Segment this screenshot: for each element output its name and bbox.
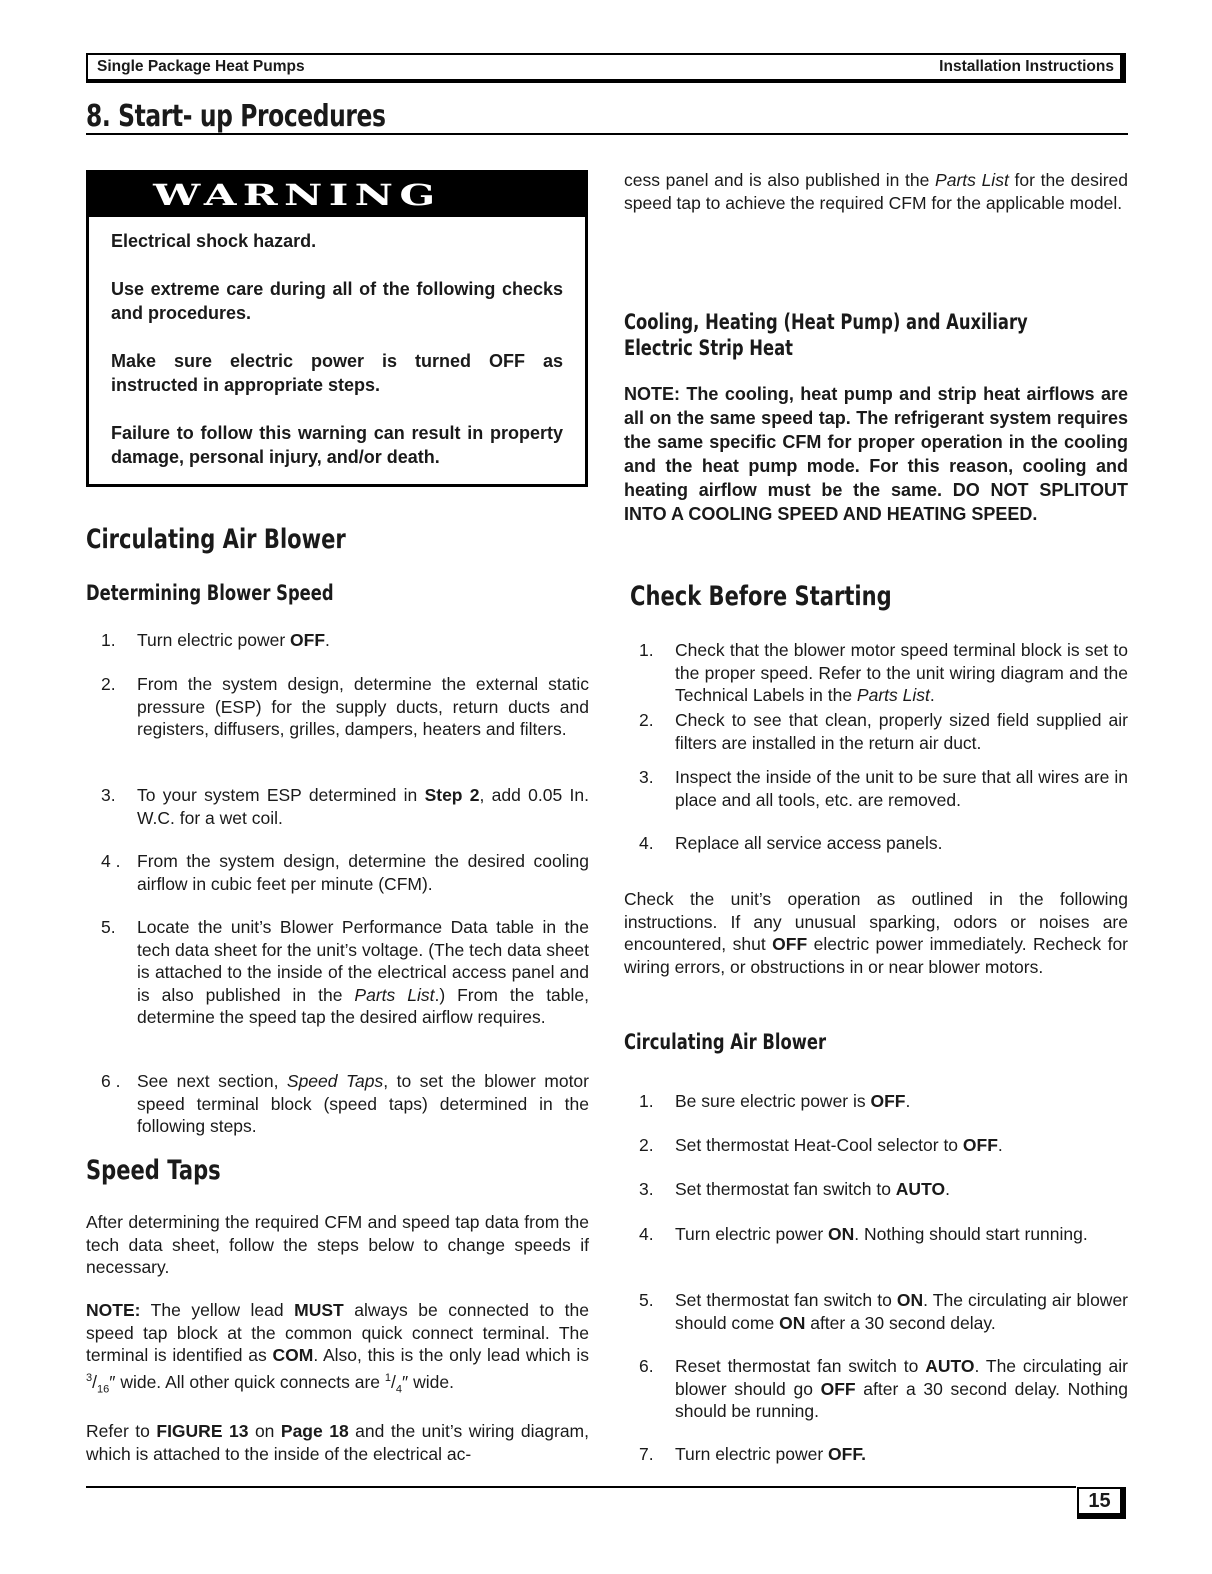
speed-taps-reference: Refer to FIGURE 13 on Page 18 and the unit’s wiring diagram, which is attached to the inside of the electrical ac- xyxy=(86,1421,589,1464)
speed-taps-reference-continued: cess panel and is also published in the Parts List for the desired speed tap to achieve the required CFM for the applicable model. xyxy=(624,170,1128,213)
warning-text-2: Use extreme care during all of the following checks and procedures. xyxy=(111,279,563,323)
list-item: 2. Check to see that clean, properly sized field supplied air filters are installed in the return air duct. xyxy=(639,710,1128,753)
list-item: 6. Reset thermostat fan switch to AUTO. The circulating air blower should go OFF after a 30 second delay. Nothing should be running. xyxy=(639,1356,1128,1421)
list-item: 4. Turn electric power ON. Nothing should start running. xyxy=(639,1224,1088,1244)
list-item: 5. Locate the unit’s Blower Performance Data table in the tech data sheet for the unit’s voltage. (The tech data sheet is attached to the inside of the electrical access panel and is also published in the Parts List.) From the table, determine the speed tap the desired airflow requires. xyxy=(101,917,590,1027)
subheading-circulating-air-blower: Circulating Air Blower xyxy=(624,1030,827,1054)
section-heading-circulating-air-blower: Circulating Air Blower xyxy=(86,524,346,555)
list-item: 1. Check that the blower motor speed terminal block is set to the proper speed. Refer to the unit wiring diagram and the Technical Labels in the Parts List. xyxy=(639,640,1128,705)
page-title: 8. Start- up Procedures xyxy=(86,99,1128,135)
speed-taps-intro: After determining the required CFM and speed tap data from the tech data sheet, follow the steps below to change speeds if necessary. xyxy=(86,1212,589,1277)
subheading-cooling-heating-line2: Electric Strip Heat xyxy=(624,336,794,360)
warning-banner: WARNING xyxy=(89,173,585,217)
list-item: 6 . See next section, Speed Taps, to set the blower motor speed terminal block (speed taps) determined in the following steps. xyxy=(101,1071,589,1136)
list-item: 5. Set thermostat fan switch to ON. The circulating air blower should come ON after a 30 second delay. xyxy=(639,1290,1129,1333)
warning-box xyxy=(86,170,588,487)
header-right: Installation Instructions xyxy=(939,58,1114,75)
section-heading-speed-taps: Speed Taps xyxy=(86,1155,221,1186)
list-item: 3. Set thermostat fan switch to AUTO. xyxy=(639,1179,950,1199)
subheading-determining-blower-speed: Determining Blower Speed xyxy=(86,581,334,605)
list-item: 4. Replace all service access panels. xyxy=(639,833,943,853)
speed-taps-note: NOTE: The yellow lead MUST always be connected to the speed tap block at the common quick connect terminal. The terminal is identified as COM. Also, this is the only lead which is $^3/_{16}''$ wide. All other quick connects are $^1/_4''$ wide. xyxy=(86,1300,589,1395)
list-item: 2. From the system design, determine the external static pressure (ESP) for the supply ducts, return ducts and registers, diffusers, grilles, dampers, heaters and filters. xyxy=(101,674,589,739)
list-item: 2. Set thermostat Heat-Cool selector to OFF. xyxy=(639,1135,1003,1155)
cooling-note: NOTE: The cooling, heat pump and strip heat airflows are all on the same speed tap. The refrigerant system requires the same specific CFM for proper operation in the cooling and the heat pump mode. For this reason, cooling and heating airflow must be the same. DO NOT SPLITOUT INTO A COOLING SPEED AND HEATING SPEED. xyxy=(624,384,1128,524)
subheading-cooling-heating: Cooling, Heating (Heat Pump) and Auxiliary xyxy=(624,310,1028,334)
list-item: 3. Inspect the inside of the unit to be sure that all wires are in place and all tools, etc. are removed. xyxy=(639,767,1128,810)
warning-text-1: Electrical shock hazard. xyxy=(111,231,317,251)
warning-text-4: Failure to follow this warning can result in property damage, personal injury, and/or death. xyxy=(111,423,563,467)
list-item: 1. Turn electric power OFF. xyxy=(101,630,330,650)
page-number: 15 xyxy=(1077,1487,1126,1519)
list-item: 1. Be sure electric power is OFF. xyxy=(639,1091,911,1111)
section-heading-check-before-starting: Check Before Starting xyxy=(630,581,892,612)
header-left: Single Package Heat Pumps xyxy=(97,58,305,75)
footer-rule xyxy=(86,1486,1076,1488)
check-operation-paragraph: Check the unit’s operation as outlined in the following instructions. If any unusual sparking, odors or noises are encountered, shut OFF electric power immediately. Recheck for wiring errors, or obstructions in or near blower motors. xyxy=(624,889,1129,977)
list-item: 7. Turn electric power OFF. xyxy=(639,1444,866,1464)
running-header xyxy=(86,53,1126,83)
list-item: 4 . From the system design, determine the desired cooling airflow in cubic feet per minute (CFM). xyxy=(101,851,589,894)
warning-text-3: Make sure electric power is turned OFF as instructed in appropriate steps. xyxy=(111,351,563,395)
list-item: 3. To your system ESP determined in Step 2, add 0.05 In. W.C. for a wet coil. xyxy=(101,785,589,828)
